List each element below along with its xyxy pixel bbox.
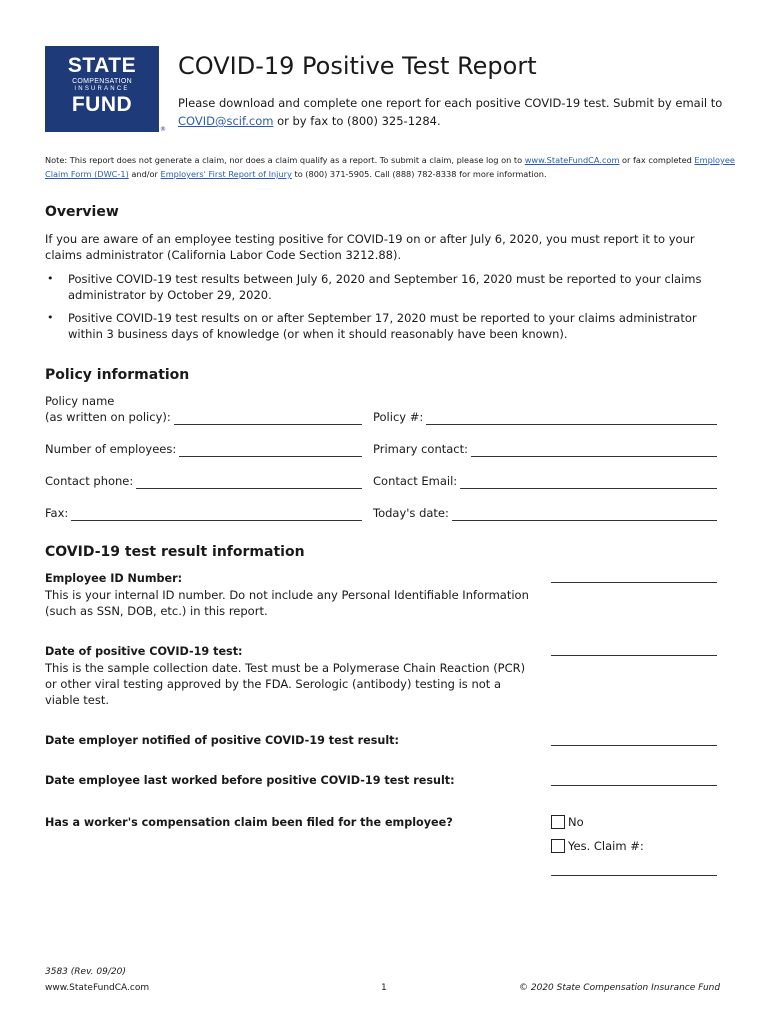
date-last-worked-label: Date employee last worked before positive COVID-19 test result: (45, 774, 455, 787)
page-number: 1 (381, 983, 387, 993)
statefund-site-link[interactable]: www.StateFundCA.com (524, 155, 620, 165)
note-text (45, 153, 735, 181)
fax-field[interactable] (45, 505, 362, 521)
logo-line-state: STATE (67, 54, 137, 77)
todays-date-line[interactable] (452, 508, 717, 521)
date-notified-label: Date employer notified of positive COVID-19 test result: (45, 734, 400, 747)
logo-line-compensation: COMPENSATION (72, 78, 132, 85)
todays-date-field[interactable] (373, 505, 717, 521)
bullet-marker: • (47, 311, 54, 324)
logo-line-fund: FUND (71, 93, 133, 116)
policy-heading: Policy information (45, 367, 190, 383)
footer-website: www.StateFundCA.com (45, 983, 150, 993)
contact-email-line[interactable] (460, 476, 717, 489)
registered-mark: ® (160, 126, 166, 133)
employees-field[interactable] (45, 441, 362, 457)
employee-id-desc: This is your internal ID number. Do not include any Personal Identifiable Information (such as SSN, DOB, etc.) in this report. (45, 588, 529, 618)
overview-heading: Overview (45, 204, 119, 220)
contact-phone-field[interactable] (45, 473, 362, 489)
policy-number-line[interactable] (426, 412, 717, 425)
fax-label: Fax: (45, 506, 69, 520)
policy-name-field[interactable] (45, 409, 362, 425)
date-notified-line[interactable] (551, 745, 717, 746)
fax-line[interactable] (71, 508, 362, 521)
state-fund-logo (45, 46, 159, 132)
policy-name-label: Policy name (45, 394, 115, 408)
policy-name-label-2: (as written on policy): (45, 410, 171, 424)
no-label: No (568, 815, 584, 829)
no-checkbox[interactable] (551, 815, 565, 829)
copyright: © 2020 State Compensation Insurance Fund (519, 983, 721, 993)
overview-bullet-1: Positive COVID-19 test results between July 6, 2020 and September 16, 2020 must be reported to your claims administrator by October 29, 2020. (68, 272, 702, 302)
contact-email-label: Contact Email: (373, 474, 458, 488)
bullet-marker: • (47, 272, 54, 285)
claim-number-line[interactable] (551, 875, 717, 876)
note-mid2: and/or (128, 169, 161, 179)
page-title: COVID-19 Positive Test Report (178, 52, 537, 80)
employees-line[interactable] (179, 444, 362, 457)
primary-contact-label: Primary contact: (373, 442, 469, 456)
todays-date-label: Today's date: (373, 506, 449, 520)
date-last-worked-line[interactable] (551, 785, 717, 786)
policy-name-line[interactable] (174, 412, 362, 425)
contact-phone-line[interactable] (136, 476, 362, 489)
employees-label: Number of employees: (45, 442, 177, 456)
primary-contact-line[interactable] (471, 444, 717, 457)
covid-heading: COVID-19 test result information (45, 544, 305, 560)
claim-question: Has a worker's compensation claim been filed for the employee? (45, 816, 453, 829)
date-positive-title: Date of positive COVID-19 test: (45, 645, 243, 658)
logo-line-insurance: INSURANCE (74, 86, 130, 92)
overview-bullet-2: Positive COVID-19 test results on or after September 17, 2020 must be reported to your claims administrator within 3 business days of knowledge (or when it should reasonably have been known). (68, 311, 697, 341)
employee-id-line[interactable] (551, 582, 717, 583)
contact-email-field[interactable] (373, 473, 717, 489)
employee-claim-form-link[interactable]: Employee Claim Form (DWC-1) (45, 155, 735, 179)
form-revision: 3583 (Rev. 09/20) (45, 967, 126, 977)
note-post: to (800) 371-5905. Call (888) 782-8338 for more information. (291, 169, 547, 179)
overview-text: If you are aware of an employee testing positive for COVID-19 on or after July 6, 2020, you must report it to your claims administrator (California Labor Code Section 3212.88). (45, 232, 695, 262)
policy-number-field[interactable] (373, 409, 717, 425)
intro-pre: Please download and complete one report for each positive COVID-19 test. Submit by email to (178, 96, 723, 110)
yes-checkbox[interactable] (551, 839, 565, 853)
intro-text (178, 94, 738, 130)
employee-id-title: Employee ID Number: (45, 572, 183, 585)
yes-label: Yes. Claim #: (568, 839, 644, 853)
note-mid1: or fax completed (619, 155, 695, 165)
policy-number-label: Policy #: (373, 410, 424, 424)
date-positive-line[interactable] (551, 655, 717, 656)
date-positive-desc: This is the sample collection date. Test must be a Polymerase Chain Reaction (PCR) or other viral testing approved by the FDA. Serologic (antibody) testing is not a viable test. (45, 661, 526, 707)
first-report-link[interactable]: Employers' First Report of Injury (160, 169, 292, 179)
primary-contact-field[interactable] (373, 441, 717, 457)
contact-phone-label: Contact phone: (45, 474, 134, 488)
intro-post: or by fax to (800) 325-1284. (273, 114, 441, 128)
note-pre: Note: This report does not generate a claim, nor does a claim qualify as a report. To submit a claim, please log on to (45, 155, 525, 165)
email-link[interactable]: COVID@scif.com (178, 114, 274, 128)
